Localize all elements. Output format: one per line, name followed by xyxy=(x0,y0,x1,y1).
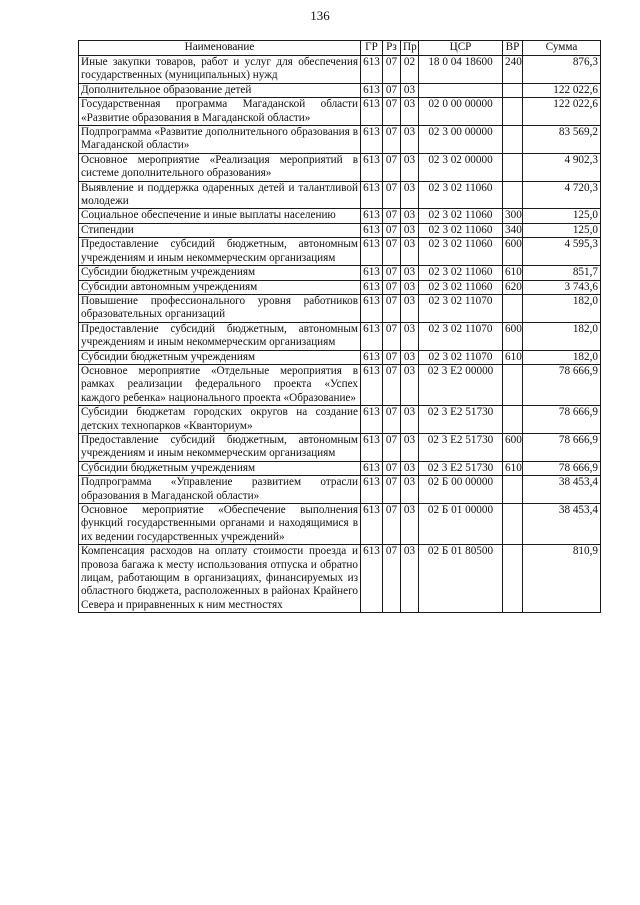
cell-rz: 07 xyxy=(383,476,401,504)
header-rz: Рз xyxy=(383,41,401,56)
cell-rz: 07 xyxy=(383,545,401,613)
cell-name: Субсидии автономным учреждениям xyxy=(79,280,361,294)
cell-pr: 03 xyxy=(401,406,419,434)
cell-sum: 182,0 xyxy=(523,294,601,322)
cell-sum: 182,0 xyxy=(523,350,601,364)
cell-gr: 613 xyxy=(361,406,383,434)
cell-sum: 4 902,3 xyxy=(523,153,601,181)
table-row xyxy=(79,350,601,364)
cell-name: Субсидии бюджетам городских округов на создание детских технопарков «Кванториум» xyxy=(79,406,361,434)
cell-pr: 03 xyxy=(401,350,419,364)
cell-rz: 07 xyxy=(383,153,401,181)
cell-csr: 02 3 02 11070 xyxy=(419,350,503,364)
table-row xyxy=(79,223,601,237)
cell-csr: 02 3 02 11070 xyxy=(419,322,503,350)
cell-vr: 610 xyxy=(503,461,523,475)
cell-name: Подпрограмма «Управление развитием отрасли образования в Магаданской области» xyxy=(79,476,361,504)
cell-sum: 4 595,3 xyxy=(523,238,601,266)
cell-name: Предоставление субсидий бюджетным, автономным учреждениям и иным некоммерческим организациям xyxy=(79,322,361,350)
cell-name: Субсидии бюджетным учреждениям xyxy=(79,461,361,475)
table-row xyxy=(79,294,601,322)
cell-vr: 340 xyxy=(503,223,523,237)
cell-vr: 600 xyxy=(503,322,523,350)
cell-name: Предоставление субсидий бюджетным, автономным учреждениям и иным некоммерческим организациям xyxy=(79,433,361,461)
cell-gr: 613 xyxy=(361,153,383,181)
table-row xyxy=(79,126,601,154)
cell-rz: 07 xyxy=(383,223,401,237)
cell-sum: 125,0 xyxy=(523,223,601,237)
cell-name: Предоставление субсидий бюджетным, автономным учреждениям и иным некоммерческим организациям xyxy=(79,238,361,266)
cell-vr xyxy=(503,364,523,405)
cell-rz: 07 xyxy=(383,126,401,154)
cell-csr: 02 3 02 11060 xyxy=(419,238,503,266)
cell-pr: 03 xyxy=(401,83,419,97)
cell-gr: 613 xyxy=(361,83,383,97)
cell-csr: 02 Б 00 00000 xyxy=(419,476,503,504)
cell-rz: 07 xyxy=(383,406,401,434)
cell-name: Субсидии бюджетным учреждениям xyxy=(79,350,361,364)
table-row xyxy=(79,461,601,475)
cell-name: Социальное обеспечение и иные выплаты населению xyxy=(79,209,361,223)
cell-sum: 78 666,9 xyxy=(523,364,601,405)
cell-gr: 613 xyxy=(361,545,383,613)
cell-rz: 07 xyxy=(383,83,401,97)
cell-pr: 03 xyxy=(401,504,419,545)
cell-gr: 613 xyxy=(361,223,383,237)
cell-csr: 02 3 02 00000 xyxy=(419,153,503,181)
table-row xyxy=(79,209,601,223)
table-row xyxy=(79,83,601,97)
cell-vr: 610 xyxy=(503,350,523,364)
cell-pr: 03 xyxy=(401,153,419,181)
cell-rz: 07 xyxy=(383,350,401,364)
cell-rz: 07 xyxy=(383,266,401,280)
cell-csr: 02 3 02 11060 xyxy=(419,223,503,237)
table-row xyxy=(79,406,601,434)
table-row xyxy=(79,181,601,209)
cell-gr: 613 xyxy=(361,266,383,280)
cell-csr: 02 3 E2 51730 xyxy=(419,433,503,461)
cell-name: Стипендии xyxy=(79,223,361,237)
cell-pr: 03 xyxy=(401,294,419,322)
cell-csr: 02 3 02 11070 xyxy=(419,294,503,322)
table-header-row xyxy=(79,41,601,56)
header-csr: ЦСР xyxy=(419,41,503,56)
cell-sum: 38 453,4 xyxy=(523,476,601,504)
cell-gr: 613 xyxy=(361,504,383,545)
cell-pr: 03 xyxy=(401,266,419,280)
cell-vr xyxy=(503,406,523,434)
cell-gr: 613 xyxy=(361,126,383,154)
table-row xyxy=(79,238,601,266)
cell-pr: 03 xyxy=(401,476,419,504)
table-row xyxy=(79,433,601,461)
cell-sum: 125,0 xyxy=(523,209,601,223)
cell-csr: 02 Б 01 80500 xyxy=(419,545,503,613)
cell-rz: 07 xyxy=(383,461,401,475)
cell-gr: 613 xyxy=(361,56,383,84)
cell-vr xyxy=(503,181,523,209)
header-gr: ГР xyxy=(361,41,383,56)
cell-csr: 02 3 02 11060 xyxy=(419,209,503,223)
cell-pr: 03 xyxy=(401,238,419,266)
cell-pr: 03 xyxy=(401,181,419,209)
cell-vr xyxy=(503,98,523,126)
cell-pr: 02 xyxy=(401,56,419,84)
cell-sum: 122 022,6 xyxy=(523,83,601,97)
cell-csr: 02 3 02 11060 xyxy=(419,181,503,209)
cell-rz: 07 xyxy=(383,209,401,223)
cell-rz: 07 xyxy=(383,364,401,405)
cell-rz: 07 xyxy=(383,238,401,266)
cell-gr: 613 xyxy=(361,181,383,209)
cell-sum: 122 022,6 xyxy=(523,98,601,126)
cell-csr: 02 3 02 11060 xyxy=(419,266,503,280)
table-row xyxy=(79,504,601,545)
table-row xyxy=(79,280,601,294)
cell-rz: 07 xyxy=(383,98,401,126)
cell-name: Повышение профессионального уровня работников образовательных организаций xyxy=(79,294,361,322)
table-row xyxy=(79,545,601,613)
cell-pr: 03 xyxy=(401,209,419,223)
cell-csr: 02 Б 01 00000 xyxy=(419,504,503,545)
cell-vr xyxy=(503,153,523,181)
cell-sum: 78 666,9 xyxy=(523,433,601,461)
cell-pr: 03 xyxy=(401,433,419,461)
cell-vr: 600 xyxy=(503,433,523,461)
cell-name: Компенсация расходов на оплату стоимости проезда и провоза багажа к месту использования отпуска и обратно лицам, работающим в организациях, финансируемых из областного бюджета, расположенных в районах Крайнего Севера и приравненных к ним местностях xyxy=(79,545,361,613)
budget-table xyxy=(78,40,601,613)
page-number: 136 xyxy=(310,8,330,23)
cell-name: Подпрограмма «Развитие дополнительного образования в Магаданской области» xyxy=(79,126,361,154)
cell-sum: 38 453,4 xyxy=(523,504,601,545)
cell-name: Дополнительное образование детей xyxy=(79,83,361,97)
cell-pr: 03 xyxy=(401,98,419,126)
cell-pr: 03 xyxy=(401,280,419,294)
cell-name: Субсидии бюджетным учреждениям xyxy=(79,266,361,280)
cell-rz: 07 xyxy=(383,322,401,350)
cell-gr: 613 xyxy=(361,294,383,322)
table-row xyxy=(79,266,601,280)
cell-rz: 07 xyxy=(383,181,401,209)
cell-sum: 182,0 xyxy=(523,322,601,350)
cell-csr: 18 0 04 18600 xyxy=(419,56,503,84)
cell-sum: 851,7 xyxy=(523,266,601,280)
cell-pr: 03 xyxy=(401,126,419,154)
cell-csr: 02 3 02 11060 xyxy=(419,280,503,294)
cell-pr: 03 xyxy=(401,461,419,475)
cell-gr: 613 xyxy=(361,433,383,461)
cell-gr: 613 xyxy=(361,280,383,294)
cell-sum: 83 569,2 xyxy=(523,126,601,154)
table-row xyxy=(79,153,601,181)
table-row xyxy=(79,98,601,126)
cell-vr xyxy=(503,476,523,504)
cell-name: Государственная программа Магаданской области «Развитие образования в Магаданской области» xyxy=(79,98,361,126)
cell-vr: 610 xyxy=(503,266,523,280)
header-sum: Сумма xyxy=(523,41,601,56)
cell-vr xyxy=(503,504,523,545)
cell-rz: 07 xyxy=(383,56,401,84)
cell-csr: 02 3 E2 00000 xyxy=(419,364,503,405)
table-row xyxy=(79,476,601,504)
cell-name: Основное мероприятие «Отдельные мероприятия в рамках реализации федерального проекта «Успех каждого ребенка» национального проекта «Образование» xyxy=(79,364,361,405)
cell-vr: 620 xyxy=(503,280,523,294)
cell-pr: 03 xyxy=(401,322,419,350)
table-row xyxy=(79,364,601,405)
cell-gr: 613 xyxy=(361,461,383,475)
cell-gr: 613 xyxy=(361,238,383,266)
cell-vr xyxy=(503,126,523,154)
cell-sum: 3 743,6 xyxy=(523,280,601,294)
cell-pr: 03 xyxy=(401,223,419,237)
cell-pr: 03 xyxy=(401,545,419,613)
cell-vr: 600 xyxy=(503,238,523,266)
cell-sum: 876,3 xyxy=(523,56,601,84)
cell-name: Выявление и поддержка одаренных детей и талантливой молодежи xyxy=(79,181,361,209)
cell-sum: 810,9 xyxy=(523,545,601,613)
cell-vr: 300 xyxy=(503,209,523,223)
header-name: Наименование xyxy=(79,41,361,56)
header-pr: Пр xyxy=(401,41,419,56)
cell-csr: 02 3 00 00000 xyxy=(419,126,503,154)
cell-gr: 613 xyxy=(361,209,383,223)
cell-vr: 240 xyxy=(503,56,523,84)
cell-gr: 613 xyxy=(361,322,383,350)
cell-gr: 613 xyxy=(361,364,383,405)
cell-sum: 78 666,9 xyxy=(523,461,601,475)
cell-sum: 4 720,3 xyxy=(523,181,601,209)
table-row xyxy=(79,322,601,350)
cell-rz: 07 xyxy=(383,280,401,294)
cell-csr: 02 3 E2 51730 xyxy=(419,406,503,434)
header-vr: ВР xyxy=(503,41,523,56)
cell-vr xyxy=(503,294,523,322)
cell-csr xyxy=(419,83,503,97)
cell-csr: 02 3 E2 51730 xyxy=(419,461,503,475)
cell-gr: 613 xyxy=(361,476,383,504)
cell-vr xyxy=(503,83,523,97)
cell-csr: 02 0 00 00000 xyxy=(419,98,503,126)
cell-name: Иные закупки товаров, работ и услуг для обеспечения государственных (муниципальных) нужд xyxy=(79,56,361,84)
table-row xyxy=(79,56,601,84)
cell-vr xyxy=(503,545,523,613)
cell-sum: 78 666,9 xyxy=(523,406,601,434)
cell-pr: 03 xyxy=(401,364,419,405)
cell-gr: 613 xyxy=(361,350,383,364)
cell-gr: 613 xyxy=(361,98,383,126)
cell-rz: 07 xyxy=(383,504,401,545)
cell-rz: 07 xyxy=(383,433,401,461)
cell-rz: 07 xyxy=(383,294,401,322)
cell-name: Основное мероприятие «Обеспечение выполнения функций государственными органами и находящимися в их ведении государственных учреждений» xyxy=(79,504,361,545)
cell-name: Основное мероприятие «Реализация мероприятий в системе дополнительного образования» xyxy=(79,153,361,181)
